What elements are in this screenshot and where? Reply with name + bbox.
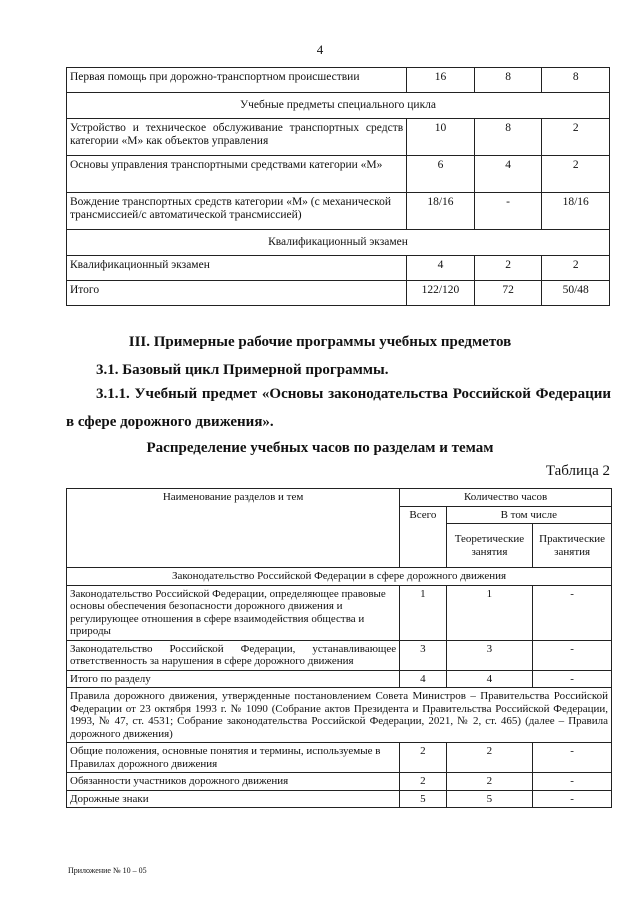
row-theory: 4 [474, 156, 542, 193]
topic-name: Дорожные знаки [67, 790, 400, 808]
row-practice: 8 [542, 68, 610, 93]
table-row [67, 640, 612, 670]
topic-practice: - [533, 743, 612, 773]
table-row [67, 193, 610, 230]
subject-heading-continuation: в сфере дорожного движения». [66, 414, 274, 430]
row-theory: 8 [474, 119, 542, 156]
row-total: 122/120 [407, 281, 475, 306]
row-total: 10 [407, 119, 475, 156]
distribution-heading: Распределение учебных часов по разделам и темам [146, 440, 494, 456]
topic-theory: 4 [446, 670, 533, 688]
table-row [67, 670, 612, 688]
topic-name: Общие положения, основные понятия и термины, используемые в Правилах дорожного движения [67, 743, 400, 773]
header-practice: Практические занятия [533, 524, 612, 568]
topic-practice: - [533, 585, 612, 640]
page-number: 4 [316, 42, 324, 57]
header-hours: Количество часов [400, 489, 612, 507]
table-row [67, 68, 610, 93]
table-row [67, 773, 612, 791]
table-row [67, 119, 610, 156]
topic-name: Законодательство Российской Федерации, устанавливающее ответственность за нарушения в сфере дорожного движения [67, 640, 400, 670]
section-title: Квалификационный экзамен [67, 230, 610, 256]
topic-total: 1 [400, 585, 446, 640]
table-row [67, 790, 612, 808]
topic-practice: - [533, 640, 612, 670]
hours-summary-table [66, 67, 610, 306]
row-name: Основы управления транспортными средствами категории «М» [67, 156, 407, 193]
topic-total: 3 [400, 640, 446, 670]
header-including: В том числе [446, 506, 611, 524]
section-title: Законодательство Российской Федерации в сфере дорожного движения [67, 568, 612, 586]
row-practice: 2 [542, 256, 610, 281]
row-name: Первая помощь при дорожно-транспортном происшествии [67, 68, 407, 93]
row-theory: 8 [474, 68, 542, 93]
part-heading: III. Примерные рабочие программы учебных предметов [128, 334, 512, 350]
row-practice: 2 [542, 119, 610, 156]
topic-theory: 3 [446, 640, 533, 670]
topic-total: 4 [400, 670, 446, 688]
header-name: Наименование разделов и тем [67, 489, 400, 568]
table-row [67, 256, 610, 281]
row-theory: 2 [474, 256, 542, 281]
row-total: 16 [407, 68, 475, 93]
subject-heading: 3.1.1. Учебный предмет «Основы законодательства Российской Федерации [96, 386, 611, 402]
section-row [67, 688, 612, 743]
row-practice: 50/48 [542, 281, 610, 306]
row-name: Вождение транспортных средств категории «М» (с механической трансмиссией/с автоматической трансмиссией) [67, 193, 407, 230]
topic-practice: - [533, 773, 612, 791]
row-name: Устройство и техническое обслуживание транспортных средств категории «М» как объектов управления [67, 119, 407, 156]
section-row [67, 230, 610, 256]
topic-practice: - [533, 670, 612, 688]
header-theory: Теоретические занятия [446, 524, 533, 568]
table-row [67, 156, 610, 193]
topic-total: 5 [400, 790, 446, 808]
subsection-heading: 3.1. Базовый цикл Примерной программы. [96, 362, 389, 378]
topic-name: Обязанности участников дорожного движения [67, 773, 400, 791]
section-title: Учебные предметы специального цикла [67, 93, 610, 119]
topic-theory: 5 [446, 790, 533, 808]
topic-practice: - [533, 790, 612, 808]
header-row [67, 489, 612, 507]
table-row [67, 743, 612, 773]
row-name: Квалификационный экзамен [67, 256, 407, 281]
row-name: Итого [67, 281, 407, 306]
row-total: 18/16 [407, 193, 475, 230]
row-theory: 72 [474, 281, 542, 306]
row-practice: 18/16 [542, 193, 610, 230]
topic-name: Итого по разделу [67, 670, 400, 688]
topics-hours-table [66, 488, 612, 808]
section-row [67, 568, 612, 586]
header-total: Всего [400, 506, 446, 568]
topic-theory: 1 [446, 585, 533, 640]
footer-note: Приложение № 10 – 05 [68, 866, 147, 875]
row-practice: 2 [542, 156, 610, 193]
table-caption: Таблица 2 [545, 463, 610, 479]
topic-theory: 2 [446, 773, 533, 791]
topic-total: 2 [400, 773, 446, 791]
row-total: 6 [407, 156, 475, 193]
section-row [67, 93, 610, 119]
row-total: 4 [407, 256, 475, 281]
row-theory: - [474, 193, 542, 230]
table-row [67, 281, 610, 306]
topic-total: 2 [400, 743, 446, 773]
table-row [67, 585, 612, 640]
topic-name: Законодательство Российской Федерации, определяющее правовые основы обеспечения безопасности дорожного движения и регулирующее отношения в сфере взаимодействия общества и природы [67, 585, 400, 640]
section-title: Правила дорожного движения, утвержденные постановлением Совета Министров – Правительства Российской Федерации от 23 октября 1993 г. № 1090 (Собрание актов Президента и Правительства Российской Федерации, 1993, № 47, ст. 4531; Собрание законодательства Российской Федерации, 2021, № 2, ст. 465) (далее – Правила дорожного движения) [67, 688, 612, 743]
topic-theory: 2 [446, 743, 533, 773]
